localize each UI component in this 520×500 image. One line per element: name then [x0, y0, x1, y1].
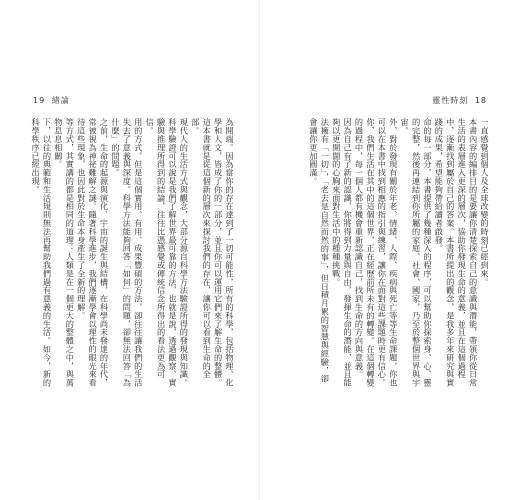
page-header-left [30, 95, 70, 106]
page-header-right [432, 95, 490, 106]
paragraph: 現代人的生活方式與觀念，大部分源自科學方法驗證所得的發現與知識。科學驗證可以說是我們了解世界最可靠的方法，也就是說，透過觀察、實驗與推理所得到的結論，往往比憑感覺或傳統信念所得出的看法更為可信。 [145, 118, 190, 387]
paragraph: 因為自己有了新的認識，你將得到力量與自由，發揮生命的潛能，並且能夠以更開闊的心胸來面對生活中的種種挑戰。 [331, 118, 354, 387]
paragraph: 等方式，其實講的都是相同的道理：人類是在一個更大的整體之中，與萬物息息相關。 [53, 118, 76, 387]
page-number: 19 [33, 96, 46, 105]
paragraph: 命的每一部分，本書提供了幾種深入的程序，可以幫助你探索身、心、靈的完整，然後再連結到你所屬的家庭、社會、國家，乃至於整個世界與宇宙。 [400, 118, 433, 387]
paragraph: 之前，生命的起源與演化、宇宙的誕生與結構，在科學尚未發達的年代，常被視為神祕難解之謎。隨著科學進步，我們逐漸學會以理性的眼光來看待這些現象，也因此對於生命本身產生了全新的理解。 [76, 118, 110, 387]
paragraph: 下，以往的典範和生活規則無法再幫助我們過有意義的生活。如今，新的科學秩序已經出現。 [31, 118, 53, 387]
running-head: 靈性時刻 [432, 96, 469, 105]
paragraph: 本書內容的編排目的是要讓你清楚探索自己的意識與潛能，帶領你從日常生活的表層進入更深的層次，協助你發現生命的意義，並且在這個過程中，逐漸找到屬於自己的答案。本書所提出的觀念，是我多年來研究與實踐的成果，希望能夠帶給讀者啟發。 [434, 118, 479, 387]
paragraph: 一直感覺到個人及全球改變的時刻已經到來。 [480, 118, 490, 286]
paragraph: 法擁有「一切」，「老去是自然而然的事」，但日積月累的智慧與經驗，卻會讓你更加圓滿。 [308, 118, 331, 383]
body-text [285, 118, 490, 388]
body-text [30, 118, 235, 388]
paragraph: 為開端。因為當你的存在達到了一切可能性，所有的科學，包括物理、化學和人文，皆成了你的一部分，並且你可以運用它們來了解生命的整體。這本書就是從這個新的層次來探討我們的存在，讓你可以看到生命的全部。 [190, 118, 235, 387]
right-page [260, 0, 520, 500]
paragraph: 你，我們生活在其中的這個世界，正在經歷前所未有的轉變。在這個轉變的過程中，每一個人都有機會重新認識自己，找到生命的方向與意義。 [354, 118, 376, 387]
paragraph: 用的方式，但是這個實用、有用、成果豐碩的方法，卻往往讓我們的生活失去了意義與深度。科學方法能夠回答「如何」的問題，卻無法回答「為什麼」的問題。 [110, 118, 144, 387]
page-number: 18 [474, 96, 487, 105]
running-head: 緒論 [51, 96, 70, 105]
paragraph: 外，對於發現有關於年老、情緒、人際、疾病與死亡等等生命課題，你也可以在本書中找到相應的指引與練習，讓你在面對這些課題時更有信心。 [377, 118, 399, 387]
